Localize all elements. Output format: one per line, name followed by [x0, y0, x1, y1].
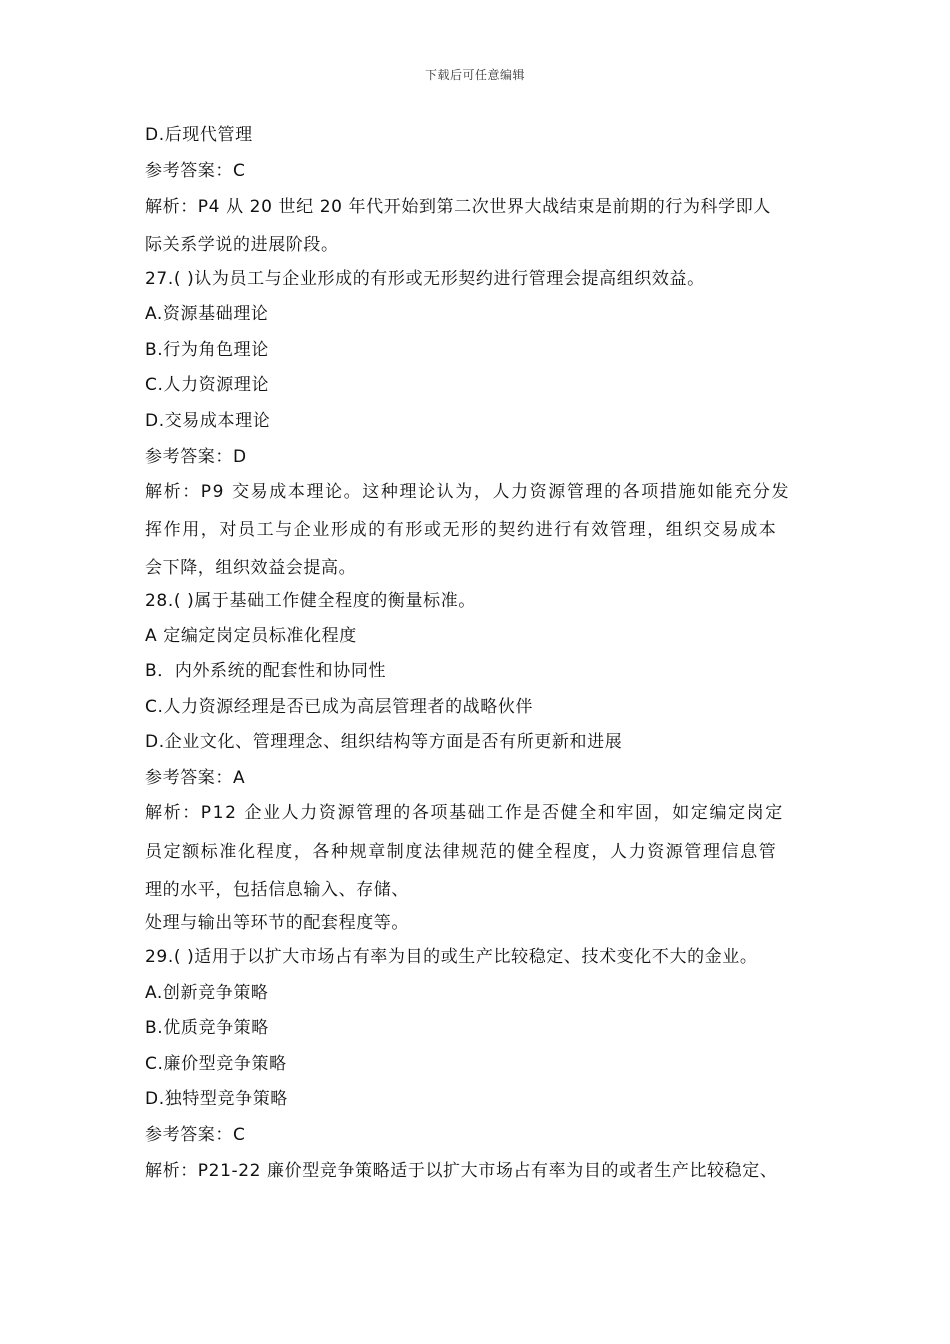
- option-a-q29: A.创新竞争策略: [145, 983, 269, 1003]
- analysis-q27-line3: 会下降，组织效益会提高。: [145, 558, 357, 578]
- answer-q26: 参考答案：C: [145, 161, 246, 181]
- analysis-q26-line1: 解析：P4 从 20 世纪 20 年代开始到第二次世界大战结束是前期的行为科学即人: [145, 197, 771, 217]
- answer-q29: 参考答案：C: [145, 1125, 246, 1145]
- analysis-q27-line2: 挥作用，对员工与企业形成的有形或无形的契约进行有效管理，组织交易成本: [145, 520, 778, 540]
- option-c-q27: C.人力资源理论: [145, 375, 270, 395]
- option-c-q28: C.人力资源经理是否已成为高层管理者的战略伙伴: [145, 697, 534, 717]
- option-a-q27: A.资源基础理论: [145, 304, 269, 324]
- option-b-q28: B．内外系统的配套性和协同性: [145, 661, 387, 681]
- question-29: 29.( )适用于以扩大市场占有率为目的或生产比较稳定、技术变化不大的金业。: [145, 947, 758, 967]
- answer-q27: 参考答案：D: [145, 447, 247, 467]
- page-header: 下载后可任意编辑: [424, 68, 525, 82]
- analysis-q28-line4: 处理与输出等环节的配套程度等。: [145, 913, 409, 933]
- option-c-q29: C.廉价型竞争策略: [145, 1054, 287, 1074]
- option-b-q27: B.行为角色理论: [145, 340, 269, 360]
- option-d-q29: D.独特型竞争策略: [145, 1089, 288, 1109]
- option-d-q27: D.交易成本理论: [145, 411, 271, 431]
- question-27: 27.( )认为员工与企业形成的有形或无形契约进行管理会提高组织效益。: [145, 269, 705, 289]
- option-d-q28: D.企业文化、管理理念、组织结构等方面是否有所更新和进展: [145, 732, 623, 752]
- answer-q28: 参考答案：A: [145, 768, 246, 788]
- analysis-q26-line2: 际关系学说的进展阶段。: [145, 235, 339, 255]
- analysis-q28-line2: 员定额标准化程度，各种规章制度法律规范的健全程度，人力资源管理信息管: [145, 842, 778, 862]
- option-d-q26: D.后现代管理: [145, 125, 253, 145]
- analysis-q28-line1: 解析：P12 企业人力资源管理的各项基础工作是否健全和牢固，如定编定岗定: [145, 803, 784, 823]
- analysis-q29-line1: 解析：P21-22 廉价型竞争策略适于以扩大市场占有率为目的或者生产比较稳定、: [145, 1161, 778, 1181]
- option-a-q28: A 定编定岗定员标准化程度: [145, 626, 357, 646]
- analysis-q27-line1: 解析：P9 交易成本理论。这种理论认为，人力资源管理的各项措施如能充分发: [145, 482, 791, 502]
- analysis-q28-line3: 理的水平，包括信息输入、存储、: [145, 880, 409, 900]
- option-b-q29: B.优质竞争策略: [145, 1018, 269, 1038]
- question-28: 28.( )属于基础工作健全程度的衡量标准。: [145, 591, 476, 611]
